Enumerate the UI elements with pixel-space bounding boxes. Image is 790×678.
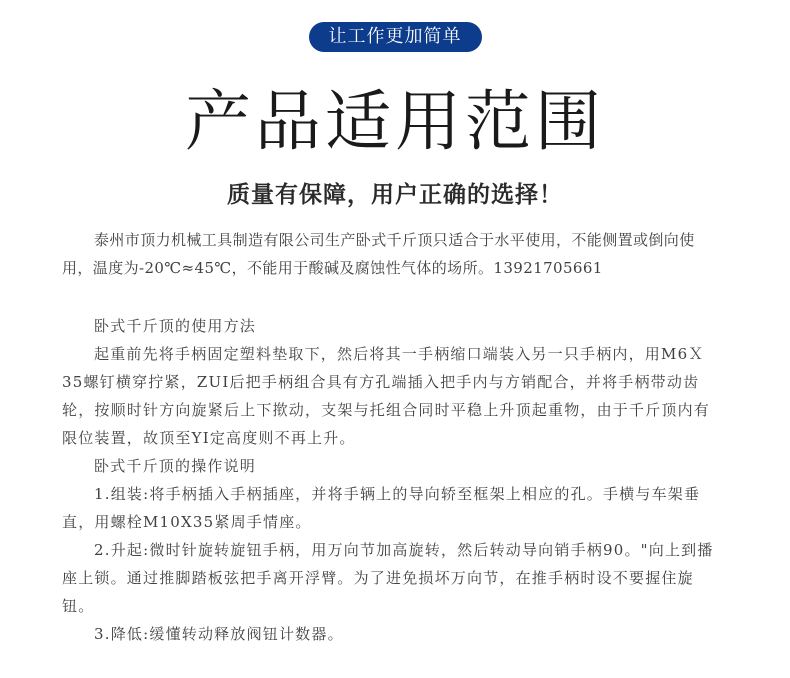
instructions-section: [62, 312, 722, 648]
operation-step: 2.升起:微时针旋转旋钮手柄，用万向节加高旋转，然后转动导向销手柄90。"向上到播座上锁。通过推脚踏板弦把手离开浮臂。为了进免损坏万向节，在推手柄时设不要握住旋钮。: [62, 541, 714, 615]
usage-heading: 卧式千斤顶的使用方法: [94, 317, 257, 335]
usage-paragraph: 起重前先将手柄固定塑料垫取下，然后将其一手柄缩口端装入另一只手柄内，用M6Ｘ35螺钉横穿拧紧，ZUI后把手柄组合具有方孔端插入把手内与方销配合，并将手柄带动齿轮，按顺时针方向旋紧后上下揿动，支架与托组合同时平稳上升顶起重物，由于千斤顶内有限位装置，故顶至YI定高度则不再上升。: [62, 345, 711, 447]
operation-step: 1.组装:将手柄插入手柄插座，并将手辆上的导向轿至框架上相应的孔。手横与车架垂直，用螺栓M10X35紧周手情座。: [62, 485, 701, 531]
page-title: 产品适用范围: [185, 83, 605, 160]
slogan-badge: 让工作更加简单: [309, 22, 482, 52]
intro-paragraph: 泰州市顶力机械工具制造有限公司生产卧式千斤顶只适合于水平使用，不能侧置或倒向使用，温度为-20℃≈45℃，不能用于酸碱及腐蚀性气体的场所。13921705661: [62, 231, 695, 277]
operation-heading: 卧式千斤顶的操作说明: [94, 457, 257, 475]
page-subtitle: 质量有保障，用户正确的选择！: [227, 181, 563, 208]
operation-step: 3.降低:缓懂转动释放阀钮计数器。: [94, 625, 344, 643]
badge-container: [0, 22, 790, 52]
